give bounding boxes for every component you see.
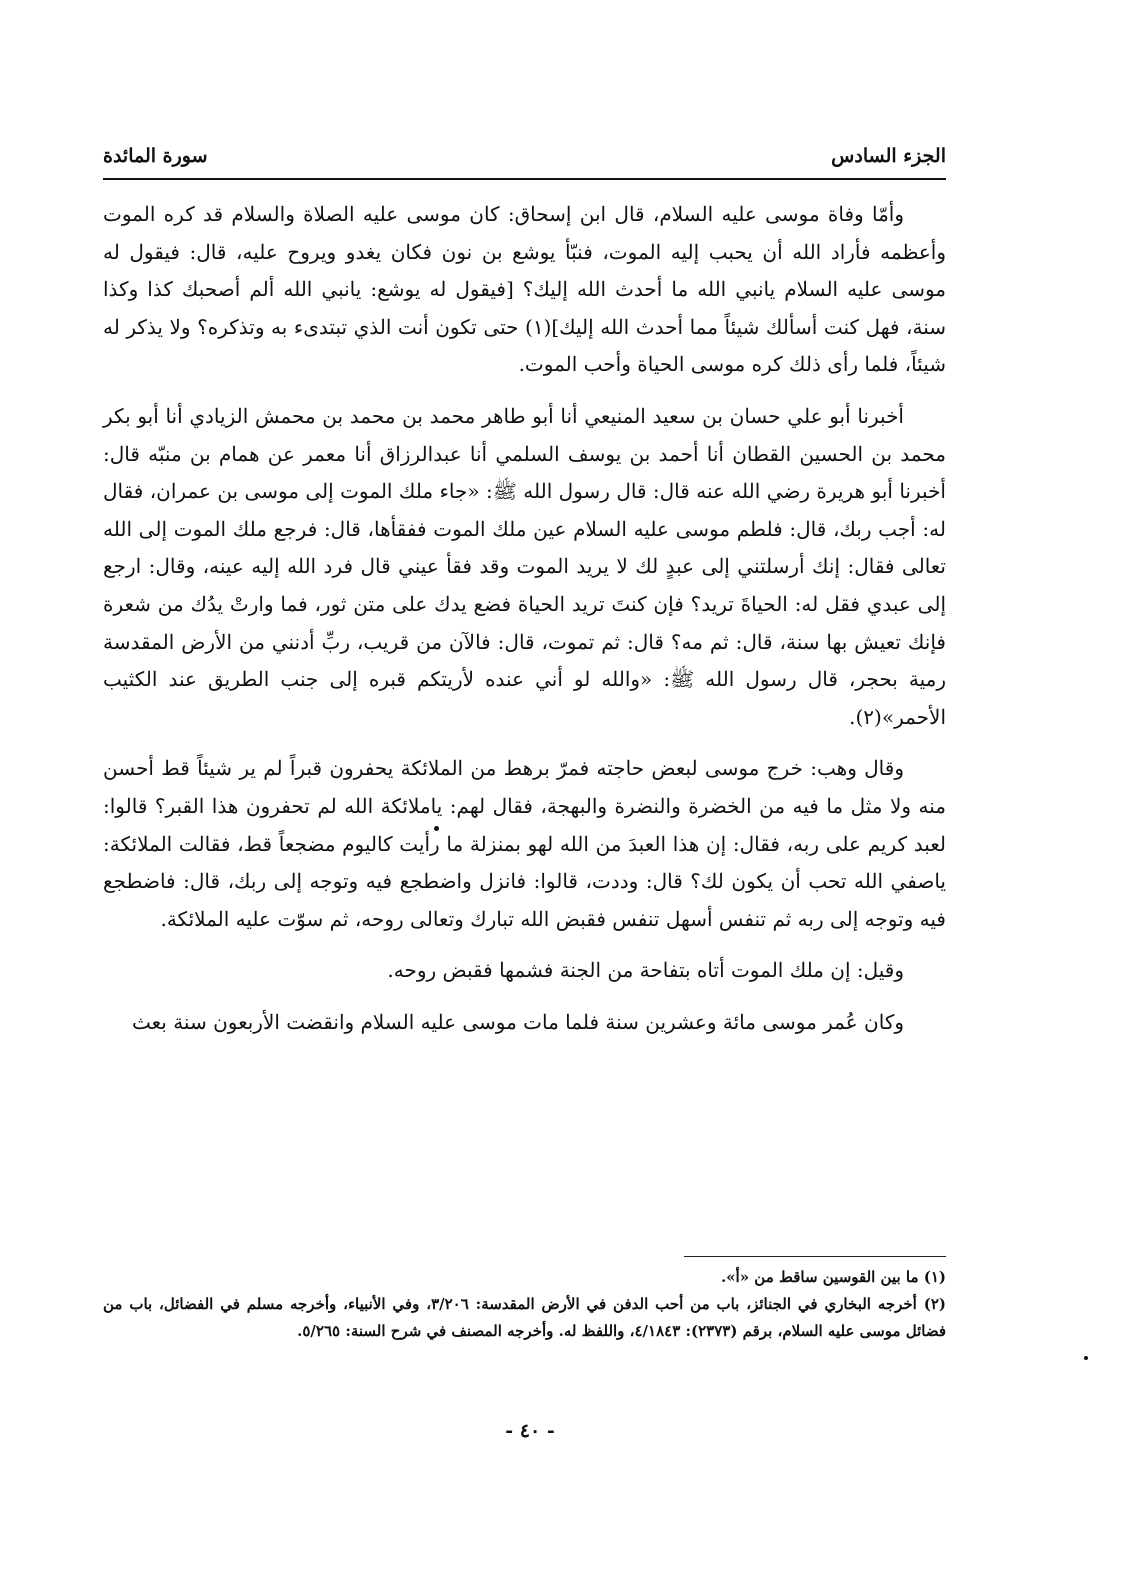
page-number: - ٤٠ - xyxy=(505,1420,555,1442)
paragraph-death-of-moses: وأمّا وفاة موسى عليه السلام، قال ابن إسحاق: كان موسى عليه الصلاة والسلام قد كره الموت وأعظمه فأراد الله أن يحبب إليه الموت، فنبّأ يوشع بن نون فكان يغدو ويروح عليه، قال: فيقول له موسى عليه السلام يانبي الله ما أحدث الله إليك؟ [فيقول له يوشع: يانبي الله ألم أصحبك كذا وكذا سنة، فهل كنت أسألك شيئاً مما أحدث الله إليك](١) حتى تكون أنت الذي تبتدىء به وتذكره؟ ولا يذكر له شيئاً، فلما رأى ذلك كره موسى الحياة وأحب الموت. xyxy=(103,202,946,377)
header-divider xyxy=(103,178,946,180)
paragraph-age-of-moses: وكان عُمر موسى مائة وعشرين سنة فلما مات موسى عليه السلام وانقضت الأربعون سنة بعث xyxy=(131,1009,904,1034)
footnote-divider xyxy=(684,1256,946,1257)
paragraph-apple-narration: وقيل: إن ملك الموت أتاه بتفاحة من الجنة فشمها فقبض روحه. xyxy=(387,958,904,983)
paragraph-wahb-narration: وقال وهب: خرج موسى لبعض حاجته فمرّ برهط من الملائكة يحفرون قبراً لم ير شيئاً قط أحسن منه ولا مثل ما فيه من الخضرة والنضرة والبهجة، فقال لهم: ياملائكة الله لم تحفرون هذا القبر؟ قالوا: لعبد كريم على ربه، فقال: إن هذا العبدَ من الله لهو بمنزلة ما رأيت كاليوم مضجعاً قط، فقالت الملائكة: ياصفي الله تحب أن يكون لك؟ قال: وددت، قالوا: فانزل واضطجع فيه وتوجه إلى ربك، قال: فاضطجع فيه وتوجه إلى ربه ثم تنفس أسهل تنفس فقبض الله تبارك وتعالى روحه، ثم سوّت عليه الملائكة. xyxy=(103,756,946,931)
scan-speck xyxy=(434,826,439,831)
footnote-2: (٢) أخرجه البخاري في الجنائز، باب من أحب الدفن في الأرض المقدسة: ٣/٢٠٦، وفي الأنبياء، وأخرجه مسلم في الفضائل، باب من فضائل موسى عليه السلام، برقم (٢٣٧٣): ٤/١٨٤٣، واللفظ له. وأخرجه المصنف في شرح السنة: ٥/٢٦٥. xyxy=(103,1295,946,1340)
part-title: الجزء السادس xyxy=(831,145,946,167)
footnote-1: (١) ما بين القوسين ساقط من «أ». xyxy=(720,1268,946,1286)
paragraph-hadith-angel-of-death: أخبرنا أبو علي حسان بن سعيد المنيعي أنا أبو طاهر محمد بن محمد بن محمش الزيادي أنا أبو بكر محمد بن الحسين القطان أنا أحمد بن يوسف السلمي أنا عبدالرزاق أنا معمر عن همام بن منبّه قال: أخبرنا أبو هريرة رضي الله عنه قال: قال رسول الله ﷺ: «جاء ملك الموت إلى موسى بن عمران، فقال له: أجب ربك، قال: فلطم موسى عليه السلام عين ملك الموت ففقأها، قال: فرجع ملك الموت إلى الله تعالى فقال: إنك أرسلتني إلى عبدٍ لك لا يريد الموت وقد فقأ عيني قال فرد الله إليه عينه، وقال: ارجع إلى عبدي فقل له: الحياةَ تريد؟ فإن كنتَ تريد الحياة فضع يدك على متن ثور، فما وارتْ يدُك من شعرة فإنك تعيش بها سنة، قال: ثم مه؟ قال: ثم تموت، قال: فالآن من قريب، ربِّ أدنني من الأرض المقدسة رمية بحجر، قال رسول الله ﷺ: «والله لو أني عنده لأريتكم قبره إلى جنب الطريق عند الكثيب الأحمر»(٢). xyxy=(103,403,947,729)
main-text xyxy=(103,196,946,1055)
surah-title: سورة المائدة xyxy=(103,145,208,167)
footnotes xyxy=(103,1264,946,1345)
scan-speck xyxy=(1084,1356,1088,1360)
running-header xyxy=(103,138,946,174)
